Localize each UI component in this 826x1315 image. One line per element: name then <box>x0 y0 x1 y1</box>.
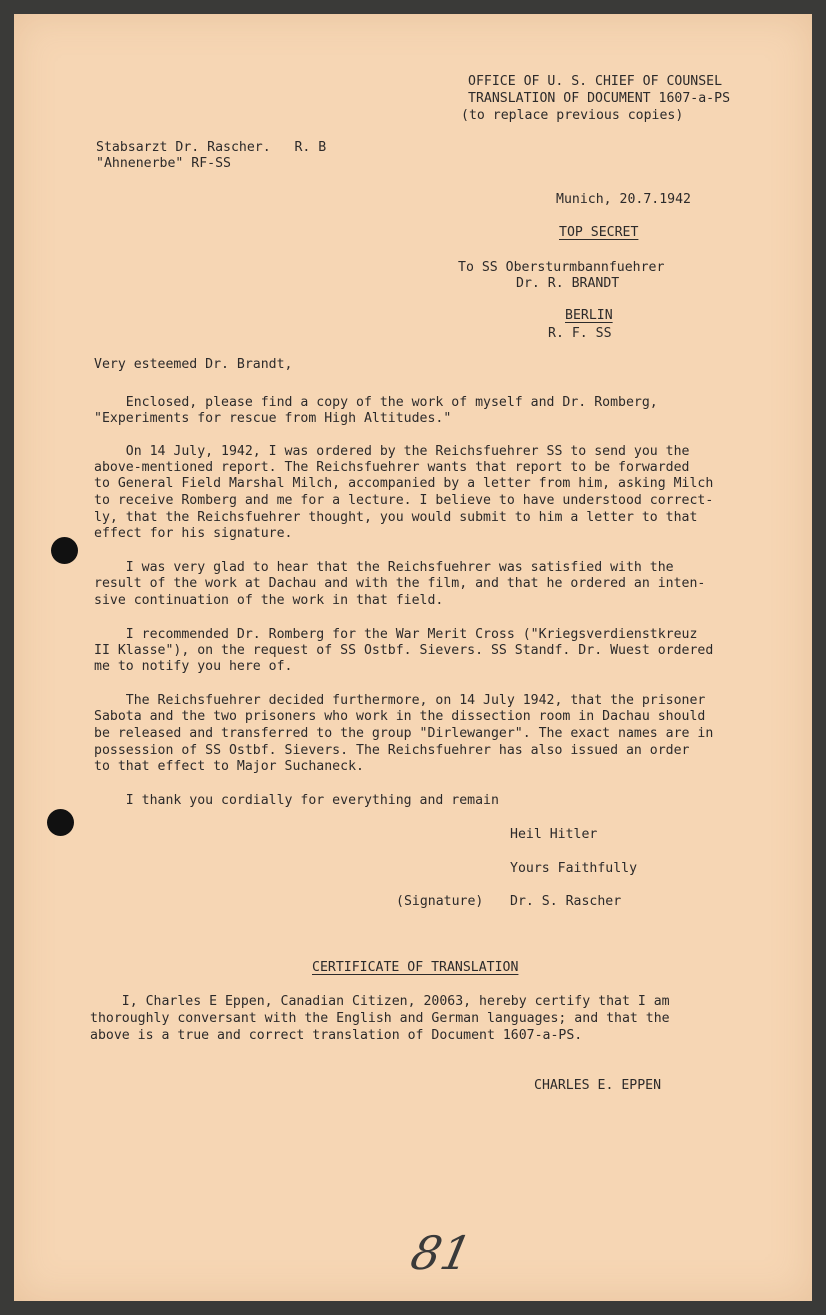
recipient-code: R. F. SS <box>548 326 612 341</box>
paragraph-2-line-1: On 14 July, 1942, I was ordered by the Reichsfuehrer SS to send you the <box>94 444 690 459</box>
recipient-city: BERLIN <box>565 308 613 323</box>
paragraph-4-line-2: II Klasse"), on the request of SS Ostbf. Sievers. SS Standf. Dr. Wuest ordered <box>94 643 714 658</box>
paragraph-3-line-3: sive continuation of the work in that field. <box>94 593 444 608</box>
closing-valediction: Yours Faithfully <box>510 861 638 876</box>
punch-hole-upper <box>51 537 78 564</box>
paragraph-4-line-3: me to notify you here of. <box>94 659 293 674</box>
closing-greeting: Heil Hitler <box>510 827 598 842</box>
paragraph-1-line-1: Enclosed, please find a copy of the work of myself and Dr. Romberg, <box>94 395 658 410</box>
paragraph-5-line-5: to that effect to Major Suchaneck. <box>94 759 364 774</box>
paragraph-5-line-2: Sabota and the two prisoners who work in the dissection room in Dachau should <box>94 709 706 724</box>
salutation: Very esteemed Dr. Brandt, <box>94 357 293 372</box>
paragraph-2-line-6: effect for his signature. <box>94 526 293 541</box>
punch-hole-lower <box>47 809 74 836</box>
paragraph-5-line-3: be released and transferred to the group "Dirlewanger". The exact names are in <box>94 726 714 741</box>
sender-line-2: "Ahnenerbe" RF-SS <box>96 156 231 171</box>
paragraph-6-line-1: I thank you cordially for everything and remain <box>94 793 499 808</box>
paragraph-5-line-1: The Reichsfuehrer decided furthermore, on 14 July 1942, that the prisoner <box>94 693 706 708</box>
paragraph-3-line-1: I was very glad to hear that the Reichsfuehrer was satisfied with the <box>94 560 674 575</box>
recipient-line-1: To SS Obersturmbannfuehrer <box>458 260 665 275</box>
document-page <box>14 14 812 1301</box>
signature-label: (Signature) <box>396 894 484 909</box>
letter-date: Munich, 20.7.1942 <box>556 192 691 207</box>
classification-label: TOP SECRET <box>559 225 639 240</box>
paragraph-3-line-2: result of the work at Dachau and with the film, and that he ordered an inten- <box>94 576 706 591</box>
handwritten-page-number: 81 <box>406 1226 477 1280</box>
paragraph-4-line-1: I recommended Dr. Romberg for the War Merit Cross ("Kriegsverdienstkreuz <box>94 627 698 642</box>
replace-note: (to replace previous copies) <box>461 108 684 123</box>
paragraph-5-line-4: possession of SS Ostbf. Sievers. The Reichsfuehrer has also issued an order <box>94 743 690 758</box>
signer-name: Dr. S. Rascher <box>510 894 622 909</box>
recipient-line-2: Dr. R. BRANDT <box>516 276 620 291</box>
certificate-line-3: above is a true and correct translation of Document 1607-a-PS. <box>90 1028 583 1043</box>
translation-heading: TRANSLATION OF DOCUMENT 1607-a-PS <box>468 91 731 106</box>
translator-name: CHARLES E. EPPEN <box>534 1078 662 1093</box>
sender-line-1: Stabsarzt Dr. Rascher. R. B <box>96 140 327 155</box>
certificate-title: CERTIFICATE OF TRANSLATION <box>312 960 519 975</box>
paragraph-2-line-4: to receive Romberg and me for a lecture. I believe to have understood correct- <box>94 493 714 508</box>
paragraph-2-line-5: ly, that the Reichsfuehrer thought, you would submit to him a letter to that <box>94 510 698 525</box>
office-heading: OFFICE OF U. S. CHIEF OF COUNSEL <box>468 74 723 89</box>
certificate-line-2: thoroughly conversant with the English and German languages; and that the <box>90 1011 670 1026</box>
certificate-line-1: I, Charles E Eppen, Canadian Citizen, 20063, hereby certify that I am <box>90 994 670 1009</box>
paragraph-1-line-2: "Experiments for rescue from High Altitudes." <box>94 411 452 426</box>
paragraph-2-line-2: above-mentioned report. The Reichsfuehrer wants that report to be forwarded <box>94 460 690 475</box>
paragraph-2-line-3: to General Field Marshal Milch, accompanied by a letter from him, asking Milch <box>94 476 714 491</box>
